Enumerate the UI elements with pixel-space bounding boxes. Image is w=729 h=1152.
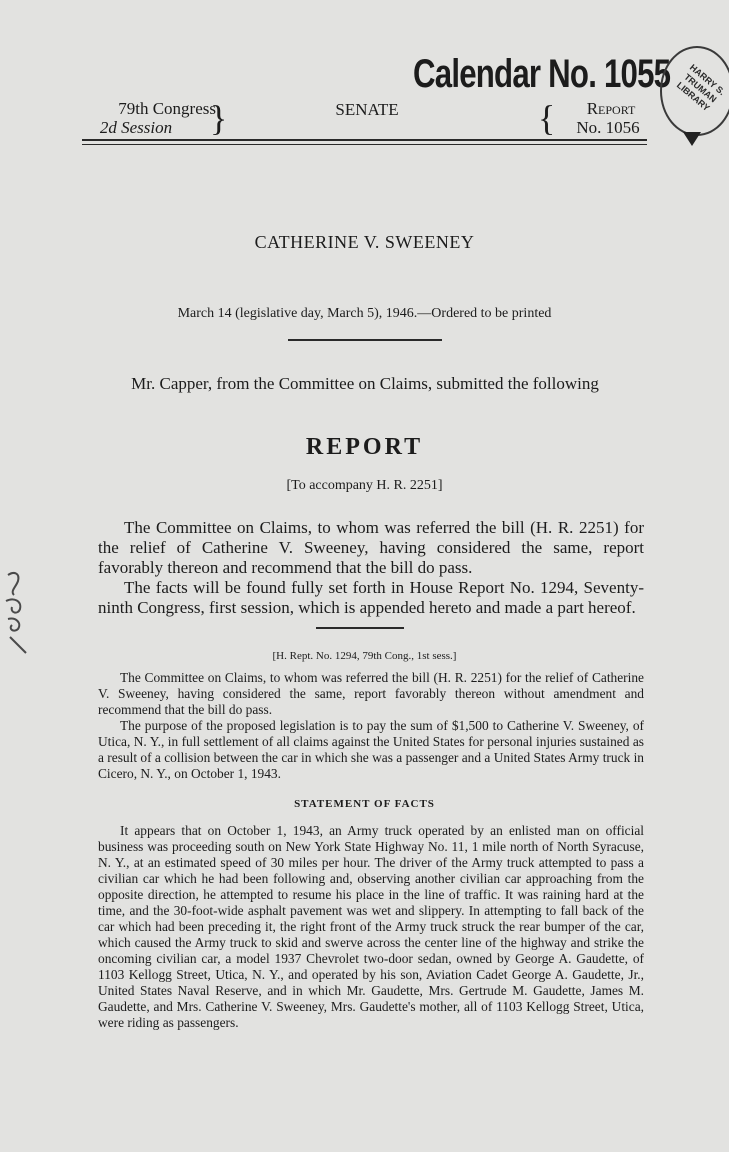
report-heading: REPORT <box>305 434 424 460</box>
divider-rule-2 <box>316 627 404 629</box>
left-brace-icon: } <box>210 98 228 138</box>
dateline: March 14 (legislative day, March 5), 1946.—Ordered to be printed <box>177 306 552 321</box>
chamber-label: SENATE <box>335 100 399 119</box>
facts-paragraph: It appears that on October 1, 1943, an Army truck operated by an enlisted man on official business was proceeding south on New York State Highway No. 11, 1 mile north of North Syracuse, N. Y., at an estimated speed of 30 miles per hour. The driver of the Army truck attempted to pass a civilian car which he had been following and, observing another civilian car approaching from the opposite direction, he attempted to resume his place in the line of traffic. It was raining hard at the time, and the 30-foot-wide asphalt pavement was wet and slippery. In attempting to fall back of the car which had been preceding it, the right front of the Army truck struck the rear bumper of the car, which caused the Army truck to skid and swerve across the center line of the highway and strike the oncoming civilian car, a model 1937 Chevrolet two-door sedan, owned by George A. Gaudette, of 1103 Kellogg Street, Utica, N. Y., and operated by his son, Aviation Cadet George A. Gaudette, Jr., United States Naval Reserve, and in which Mr. Gaudette, Mrs. Gertrude M. Gaudette, James M. Gaudette, and Mrs. Catherine V. Sweeney, Mrs. Gaudette's mother, all of 1103 Kellogg Street, Utica, were riding as passengers. <box>98 823 644 1030</box>
accompany-line: [To accompany H. R. 2251] <box>286 478 443 493</box>
house-report-reference: [H. Rept. No. 1294, 79th Cong., 1st sess.] <box>272 650 457 662</box>
document-title: CATHERINE V. SWEENEY <box>254 232 475 252</box>
calendar-number: Calendar No. 1055 <box>413 52 671 96</box>
arrow-marker-icon <box>683 132 701 146</box>
statement-of-facts-heading: STATEMENT OF FACTS <box>294 798 435 810</box>
congress-text: 79th Congress <box>118 99 216 118</box>
stamp-text: HARRY S. TRUMAN LIBRARY <box>674 62 727 114</box>
paragraph-2: The facts will be found fully set forth in House Report No. 1294, Seventy-ninth Congress, first session, which is appended hereto and made a part hereof. <box>98 578 644 617</box>
congress-label <box>86 99 216 119</box>
right-brace-icon: { <box>538 98 556 138</box>
handwriting-icon <box>0 567 40 657</box>
house-paragraph-1: The Committee on Claims, to whom was referred the bill (H. R. 2251) for the relief of Catherine V. Sweeney, having considered the same, report favorably thereon without amendment and recommend that the bill do pass. <box>98 670 644 717</box>
report-label: Report <box>586 99 636 118</box>
header-rule-thin <box>82 144 647 145</box>
house-paragraph-2: The purpose of the proposed legislation is to pay the sum of $1,500 to Catherine V. Sweeney, of Utica, N. Y., in full settlement of all claims against the United States for personal injuries sustained as a result of a collision between the car in which she was a passenger and a United States Army truck in Cicero, N. Y., on October 1, 1943. <box>98 718 644 781</box>
header-rule-thick <box>82 139 647 141</box>
submitted-line: Mr. Capper, from the Committee on Claims, submitted the following <box>131 374 599 393</box>
library-stamp <box>660 46 729 136</box>
paragraph-1: The Committee on Claims, to whom was referred the bill (H. R. 2251) for the relief of Catherine V. Sweeney, having considered the same, report favorably thereon and recommend that the bill do pass. <box>98 518 644 577</box>
divider-rule-1 <box>288 339 442 341</box>
handwritten-margin-note <box>0 567 40 657</box>
report-number: No. 1056 <box>576 118 640 137</box>
session-label: 2d Session <box>99 118 173 137</box>
